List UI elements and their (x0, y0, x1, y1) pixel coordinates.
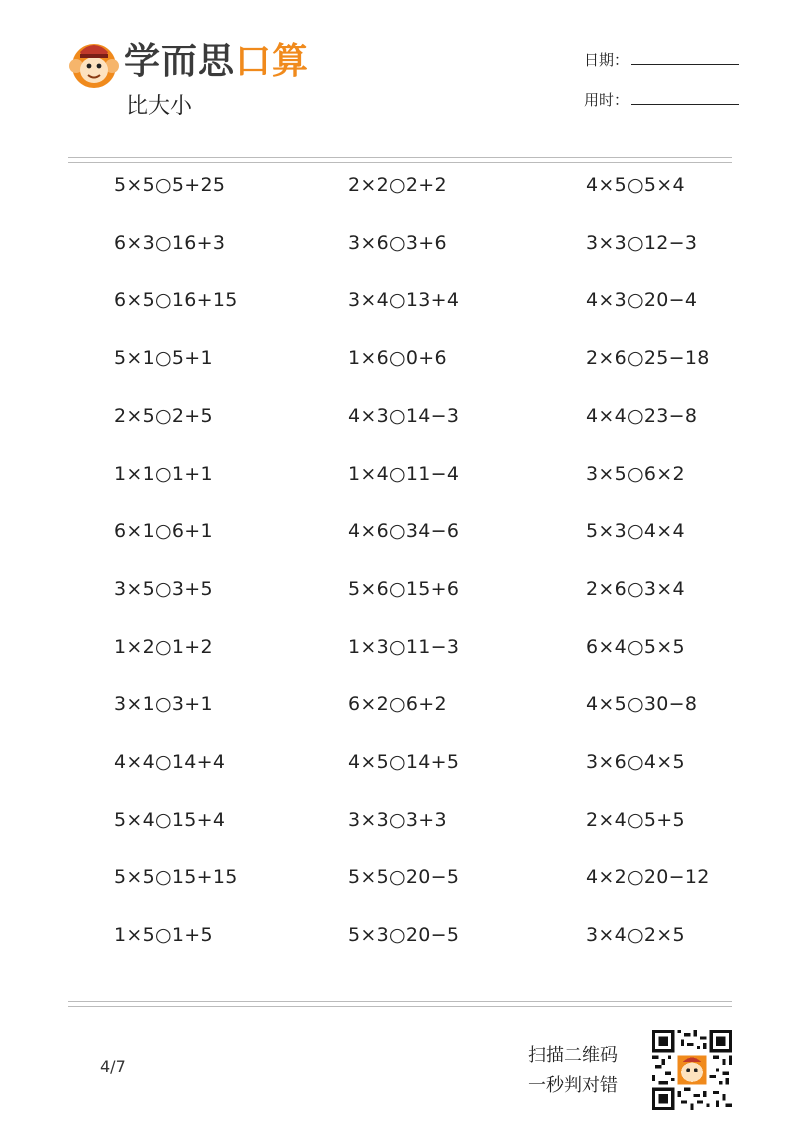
problem-item: 1×1○1+1 (114, 463, 213, 485)
problem-item: 2×6○25−18 (586, 347, 710, 369)
time-label: 用时： (584, 91, 630, 109)
qr-caption-line2: 一秒判对错 (528, 1075, 618, 1096)
problem-item: 3×1○3+1 (114, 693, 213, 715)
problem-item: 1×4○11−4 (348, 463, 460, 485)
problem-item: 3×4○13+4 (348, 289, 460, 311)
problem-item: 2×5○2+5 (114, 405, 213, 427)
header-divider-top (68, 157, 732, 158)
problem-item: 5×3○20−5 (348, 924, 460, 946)
time-field (584, 90, 739, 110)
header-divider-bottom (68, 162, 732, 163)
date-label: 日期： (584, 51, 630, 69)
problem-item: 4×3○20−4 (586, 289, 698, 311)
problem-item: 1×6○0+6 (348, 347, 447, 369)
problem-item: 3×5○6×2 (586, 463, 685, 485)
problem-item: 5×5○15+15 (114, 866, 238, 888)
problem-item: 6×3○16+3 (114, 232, 226, 254)
problem-item: 4×3○14−3 (348, 405, 460, 427)
problem-item: 6×2○6+2 (348, 693, 447, 715)
problem-item: 6×1○6+1 (114, 520, 213, 542)
problem-item: 1×5○1+5 (114, 924, 213, 946)
footer-divider-bottom (68, 1006, 732, 1007)
brand-main: 学而思 (124, 41, 236, 82)
problem-item: 3×6○3+6 (348, 232, 447, 254)
problem-item: 1×3○11−3 (348, 636, 460, 658)
problem-item: 3×4○2×5 (586, 924, 685, 946)
problem-item: 3×3○12−3 (586, 232, 698, 254)
brand-accent: 口算 (235, 41, 310, 82)
problem-item: 5×5○5+25 (114, 174, 226, 196)
problem-item: 2×4○5+5 (586, 809, 685, 831)
problem-item: 4×4○14+4 (114, 751, 226, 773)
problem-item: 2×6○3×4 (586, 578, 685, 600)
page-number: 4/7 (100, 1057, 126, 1076)
problem-item: 4×2○20−12 (586, 866, 710, 888)
worksheet-subtitle: 比大小 (126, 94, 193, 119)
time-blank[interactable] (631, 90, 739, 105)
monkey-mascot-icon (66, 36, 122, 92)
problem-item: 3×5○3+5 (114, 578, 213, 600)
brand-title (124, 38, 309, 86)
problem-item: 4×6○34−6 (348, 520, 460, 542)
date-blank[interactable] (631, 50, 739, 65)
footer-divider-top (68, 1001, 732, 1002)
qr-code-icon[interactable] (652, 1030, 732, 1110)
date-field (584, 50, 739, 70)
problem-item: 1×2○1+2 (114, 636, 213, 658)
problem-item: 6×5○16+15 (114, 289, 238, 311)
problem-item: 2×2○2+2 (348, 174, 447, 196)
problem-item: 4×5○30−8 (586, 693, 698, 715)
problem-item: 3×3○3+3 (348, 809, 447, 831)
problem-item: 5×1○5+1 (114, 347, 213, 369)
problem-item: 4×4○23−8 (586, 405, 698, 427)
qr-caption-line1: 扫描二维码 (528, 1045, 618, 1066)
problem-item: 4×5○5×4 (586, 174, 685, 196)
problem-item: 5×3○4×4 (586, 520, 685, 542)
problem-item: 5×4○15+4 (114, 809, 226, 831)
problem-item: 4×5○14+5 (348, 751, 460, 773)
problem-item: 5×5○20−5 (348, 866, 460, 888)
problem-item: 6×4○5×5 (586, 636, 685, 658)
problem-item: 5×6○15+6 (348, 578, 460, 600)
problem-item: 3×6○4×5 (586, 751, 685, 773)
